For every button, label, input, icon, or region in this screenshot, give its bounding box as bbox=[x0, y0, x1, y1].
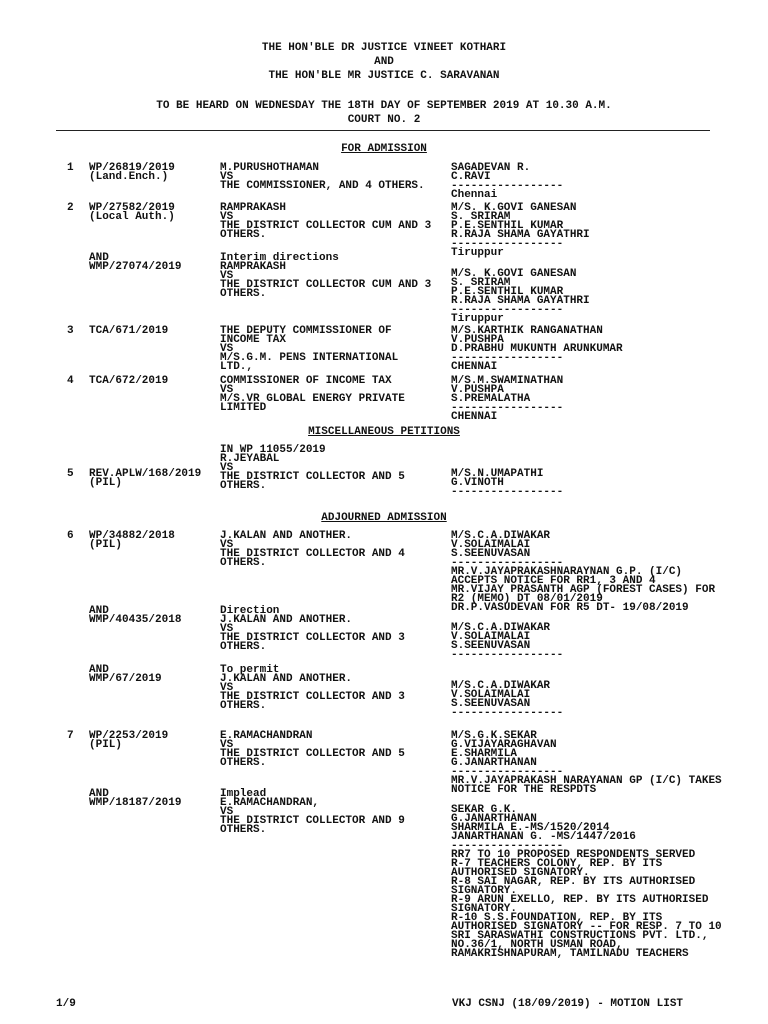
item-number: 6 bbox=[67, 530, 74, 542]
case-number: WP/2253/2019 (PIL) bbox=[89, 730, 169, 751]
parties: RAMPRAKASH VS THE DISTRICT COLLECTOR CUM AND 3 OTHERS. bbox=[220, 202, 432, 241]
bench-and: AND bbox=[374, 56, 394, 68]
page-number: 1/9 bbox=[56, 998, 76, 1010]
item-number: 4 bbox=[67, 375, 74, 387]
advocates: SAGADEVAN R. C.RAVI ----------------- Chennai bbox=[451, 162, 564, 201]
parties: M.PURUSHOTHAMAN VS THE COMMISSIONER, AND 4 OTHERS. bbox=[220, 162, 425, 192]
case-number: REV.APLW/168/2019 (PIL) bbox=[89, 468, 202, 489]
hearing-date: TO BE HEARD ON WEDNESDAY THE 18TH DAY OF SEPTEMBER 2019 AT 10.30 A.M. bbox=[156, 100, 612, 112]
advocates: M/S.KARTHIK RANGANATHAN V.PUSHPA D.PRABHU MUKUNTH ARUNKUMAR ----------------- CHENNAI bbox=[451, 325, 623, 373]
header-divider bbox=[56, 130, 710, 131]
bench-judge-1: THE HON'BLE DR JUSTICE VINEET KOTHARI bbox=[261, 42, 507, 54]
case-number: AND WMP/40435/2018 bbox=[89, 605, 182, 626]
item-number: 3 bbox=[67, 325, 74, 337]
item-number: 7 bbox=[67, 730, 74, 742]
item-number: 2 bbox=[67, 202, 74, 214]
parties: E.RAMACHANDRAN VS THE DISTRICT COLLECTOR AND 5 OTHERS. bbox=[220, 730, 405, 769]
parties: J.KALAN AND ANOTHER. VS THE DISTRICT COLLECTOR AND 4 OTHERS. bbox=[220, 530, 405, 569]
advocates: M/S. K.GOVI GANESAN S. SRIRAM P.E.SENTHIL KUMAR R.RAJA SHAMA GAYATHRI ----------------- Tiruppur bbox=[451, 268, 590, 325]
footer-title: VKJ CSNJ (18/09/2019) - MOTION LIST bbox=[452, 998, 684, 1010]
advocates: M/S.C.A.DIWAKAR V.SOLAIMALAI S.SEENUVASAN ----------------- MR.V.JAYAPRAKASHNARAYNAN G.P. (I/C) ACCEPTS NOTICE FOR RR1, 3 AND 4 MR.VIJAY PRASANTH AGP (FOREST CASES) FOR R2 (MEMO) DT 08/01/2019 DR.P.VASUDEVAN FOR R5 DT- 19/08/2019 bbox=[451, 530, 716, 614]
bench-judge-2: THE HON'BLE MR JUSTICE C. SARAVANAN bbox=[268, 70, 500, 82]
section-miscellaneous-petitions: MISCELLANEOUS PETITIONS bbox=[308, 426, 460, 438]
case-number: TCA/672/2019 bbox=[89, 375, 169, 387]
parties: IN WP 11055/2019 R.JEYABAL VS THE DISTRICT COLLECTOR AND 5 OTHERS. bbox=[220, 444, 405, 492]
advocates: M/S.G.K.SEKAR G.VIJAYARAGHAVAN E.SHARMILA G.JANARTHANAN ----------------- MR.V.JAYAPRAKASH NARAYANAN GP (I/C) TAKES NOTICE FOR THE RESPDTS bbox=[451, 730, 722, 796]
parties: THE DEPUTY COMMISSIONER OF INCOME TAX VS M/S.G.M. PENS INTERNATIONAL LTD., bbox=[220, 325, 399, 373]
case-number: WP/27582/2019 (Local Auth.) bbox=[89, 202, 175, 223]
parties: Implead E.RAMACHANDRAN, VS THE DISTRICT COLLECTOR AND 9 OTHERS. bbox=[220, 788, 405, 836]
advocates: M/S.M.SWAMINATHAN V.PUSHPA S.PREMALATHA ----------------- CHENNAI bbox=[451, 375, 564, 423]
case-number: WP/26819/2019 (Land.Ench.) bbox=[89, 162, 175, 183]
case-number: TCA/671/2019 bbox=[89, 325, 169, 337]
advocates: SEKAR G.K. G.JANARTHANAN SHARMILA E.-MS/1520/2014 JANARTHANAN G. -MS/1447/2016 ----------------- RR7 TO 10 PROPOSED RESPONDENTS SERVED R-7 TEACHERS COLONY, REP. BY ITS AUTHORISED SIGNATORY. R-8 SAI NAGAR, REP. BY ITS AUTHORISED SIGNATORY. R-9 ARUN EXELLO, REP. BY ITS AUTHORISED SIGNATORY. R-10 S.S.FOUNDATION, REP. BY ITS AUTHORISED SIGNATORY -- FOR RESP. 7 TO 10 SRI SARASWATHI CONSTRUCTIONS PVT. LTD., NO.36/1, NORTH USMAN ROAD, RAMAKRISHNAPURAM, TAMILNADU TEACHERS bbox=[451, 804, 722, 960]
advocates: M/S.C.A.DIWAKAR V.SOLAIMALAI S.SEENUVASAN ----------------- bbox=[451, 680, 564, 719]
case-number: AND WMP/67/2019 bbox=[89, 664, 162, 685]
parties: COMMISSIONER OF INCOME TAX VS M/S.VR GLOBAL ENERGY PRIVATE LIMITED bbox=[220, 375, 405, 414]
advocates: M/S.C.A.DIWAKAR V.SOLAIMALAI S.SEENUVASAN ----------------- bbox=[451, 622, 564, 661]
court-number: COURT NO. 2 bbox=[347, 114, 421, 126]
case-number: WP/34882/2018 (PIL) bbox=[89, 530, 175, 551]
advocates: M/S.N.UMAPATHI G.VINOTH ----------------- bbox=[451, 468, 564, 498]
parties: Direction J.KALAN AND ANOTHER. VS THE DISTRICT COLLECTOR AND 3 OTHERS. bbox=[220, 605, 405, 653]
section-adjourned-admission: ADJOURNED ADMISSION bbox=[321, 512, 447, 524]
advocates: M/S. K.GOVI GANESAN S. SRIRAM P.E.SENTHIL KUMAR R.RAJA SHAMA GAYATHRI ----------------- Tiruppur bbox=[451, 202, 590, 259]
case-number: AND WMP/18187/2019 bbox=[89, 788, 182, 809]
item-number: 1 bbox=[67, 162, 74, 174]
parties: Interim directions RAMPRAKASH VS THE DISTRICT COLLECTOR CUM AND 3 OTHERS. bbox=[220, 252, 432, 300]
section-for-admission: FOR ADMISSION bbox=[341, 143, 427, 155]
parties: To permit J.KALAN AND ANOTHER. VS THE DISTRICT COLLECTOR AND 3 OTHERS. bbox=[220, 664, 405, 712]
item-number: 5 bbox=[67, 468, 74, 480]
case-number: AND WMP/27074/2019 bbox=[89, 252, 182, 273]
